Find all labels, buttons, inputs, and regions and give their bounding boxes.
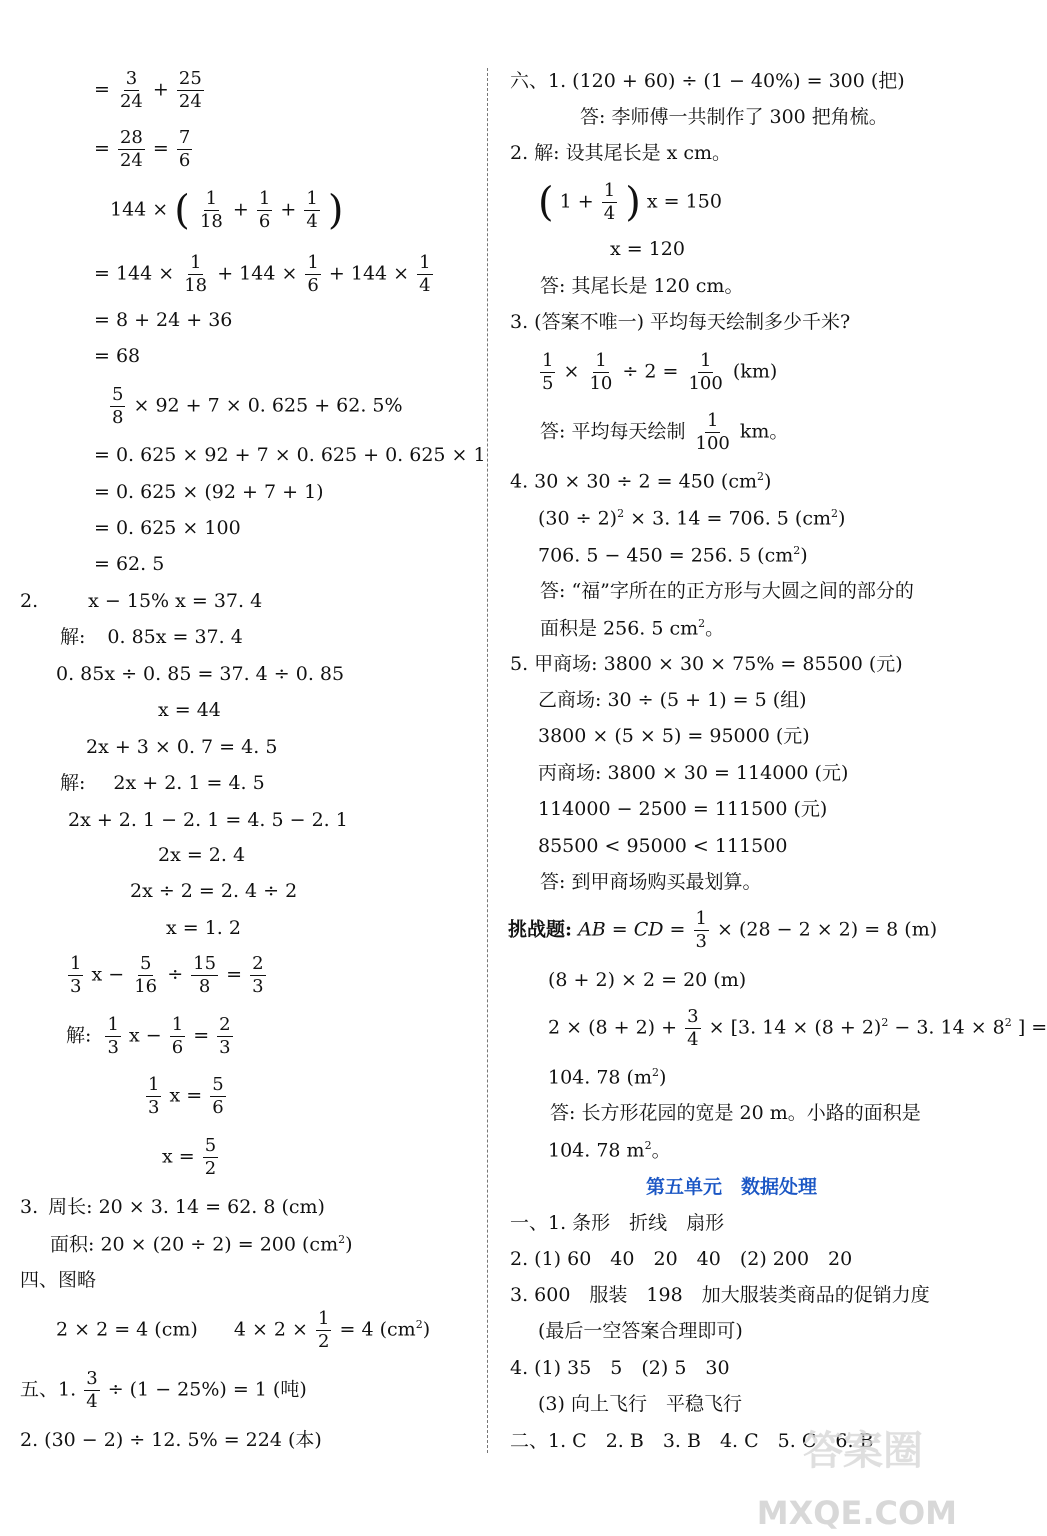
eq-line: 3800 × (5 × 5) = 95000 (元) bbox=[538, 725, 810, 747]
eq-line: 85500 < 95000 < 111500 bbox=[538, 835, 788, 857]
question-3: 3. 600 服装 198 加大服装类商品的促销力度 bbox=[510, 1284, 930, 1306]
watermark-url: MXQE.COM bbox=[756, 1494, 957, 1532]
eq-line: = 68 bbox=[94, 345, 141, 367]
question-2: 2. (1) 60 40 20 40 (2) 200 20 bbox=[510, 1248, 853, 1270]
eq-line: 2x + 3 × 0. 7 = 4. 5 bbox=[86, 736, 278, 758]
answer-line: 104. 78 $m^2$。 bbox=[548, 1139, 671, 1162]
question-2: 2. x − 15% x = 37. 4 bbox=[20, 590, 263, 612]
eq-line: x = 44 bbox=[158, 699, 221, 721]
answer-line: 答: 到甲商场购买最划算。 bbox=[540, 871, 762, 893]
eq-line: 2x + 2. 1 − 2. 1 = 4. 5 − 2. 1 bbox=[68, 809, 348, 831]
eq-line: 144 × ( $\frac{1}{18}$ + $\frac{1}{6}$ + $\frac{1}{4}$ ) bbox=[110, 187, 344, 234]
eq-line: x = 120 bbox=[610, 238, 685, 260]
answer-line: 答: 李师傅一共制作了 300 把角梳。 bbox=[580, 106, 888, 128]
answer-line: 答: 长方形花园的宽是 20 m。小路的面积是 bbox=[550, 1102, 921, 1124]
eq-line: 解: $\frac{1}{3}$ x − $\frac{1}{6}$ = $\frac{2}{3}$ bbox=[66, 1014, 231, 1058]
eq-line: = 144 × $\frac{1}{18}$ + 144 × $\frac{1}{6}$ + 144 × $\frac{1}{4}$ bbox=[94, 252, 431, 296]
eq-line: $\frac{1}{3}$ x − $\frac{5}{16}$ ÷ $\frac{15}{8}$ = $\frac{2}{3}$ bbox=[70, 953, 264, 997]
question-6-3: 3. (答案不唯一) 平均每天绘制多少千米? bbox=[510, 311, 851, 333]
eq-line: = 0. 625 × (92 + 7 + 1) bbox=[94, 481, 324, 503]
eq-line: $\frac{5}{8}$ × 92 + 7 × 0. 625 + 62. 5% bbox=[112, 384, 403, 428]
question-3: 3. 周长: 20 × 3. 14 = 62. 8 (cm) bbox=[20, 1196, 325, 1218]
eq-line: = $\frac{28}{24}$ = $\frac{7}{6}$ bbox=[94, 127, 191, 171]
eq-line: 解: 0. 85x = 37. 4 bbox=[60, 626, 243, 648]
answer-line: 答: 其尾长是 120 cm。 bbox=[540, 275, 744, 297]
eq-line: x = 1. 2 bbox=[166, 917, 241, 939]
eq-line: $(30 \div 2)^2 \times 3$. 14 = 706. 5 $(cm^2)$ bbox=[538, 507, 846, 530]
eq-line: 2 × 2 = 4 (cm) 4 × 2 × $\frac{1}{2}$ = 4 $(cm^2)$ bbox=[56, 1308, 431, 1352]
eq-line: 2 × (8 + 2) + $\frac{3}{4}$ × [3. $14 \times (8 + 2)^2 - 3$. $14 \times 8^2$ ] = bbox=[548, 1006, 1047, 1050]
eq-line: x = $\frac{5}{2}$ bbox=[162, 1135, 217, 1179]
section-2-answers: 二、1. C 2. B 3. B 4. C 5. C 6. B bbox=[510, 1430, 874, 1452]
question-6-5: 5. 甲商场: 3800 × 30 × 75% = 85500 (元) bbox=[510, 653, 903, 675]
eq-line: 解: 2x + 2. 1 = 4. 5 bbox=[60, 772, 265, 794]
question-4: 四、图略 bbox=[20, 1269, 97, 1291]
unit-heading: 第五单元 数据处理 bbox=[646, 1176, 818, 1198]
eq-line: = 62. 5 bbox=[94, 553, 165, 575]
eq-line: 乙商场: 30 ÷ (5 + 1) = 5 (组) bbox=[538, 689, 807, 711]
eq-line: 706. 5 − 450 = 256. 5 $(cm^2)$ bbox=[538, 544, 808, 567]
eq-line: 2. (30 − 2) ÷ 12. 5% = 224 (本) bbox=[20, 1429, 322, 1451]
eq-line: = 0. 625 × 92 + 7 × 0. 625 + 0. 625 × 1 bbox=[94, 444, 486, 466]
question-6-2: 2. 解: 设其尾长是 x cm。 bbox=[510, 142, 732, 164]
eq-line: 104. 78 $(m^2)$ bbox=[548, 1066, 667, 1089]
eq-line: 2x ÷ 2 = 2. 4 ÷ 2 bbox=[130, 880, 298, 902]
column-divider bbox=[487, 68, 488, 1453]
answer-line: 答: “福”字所在的正方形与大圆之间的部分的 bbox=[540, 580, 914, 602]
eq-line: 2x = 2. 4 bbox=[158, 844, 246, 866]
question-6-1: 六、1. (120 + 60) ÷ (1 − 40%) = 300 (把) bbox=[510, 70, 905, 92]
eq-line: 丙商场: 3800 × 30 = 114000 (元) bbox=[538, 762, 849, 784]
question-6-4: 4. 30 × 30 ÷ 2 = 450 $(cm^2)$ bbox=[510, 470, 772, 493]
watermark-logo: 答案圈 bbox=[803, 1428, 923, 1474]
eq-line: $\frac{1}{5}$ × $\frac{1}{10}$ ÷ 2 = $\frac{1}{100}$ (km) bbox=[542, 350, 778, 394]
question-5: 五、1. $\frac{3}{4}$ ÷ (1 − 25%) = 1 (吨) bbox=[20, 1368, 307, 1412]
eq-line: 114000 − 2500 = 111500 (元) bbox=[538, 798, 828, 820]
note-line: (最后一空答案合理即可) bbox=[538, 1320, 743, 1342]
question-4: 4. (1) 35 5 (2) 5 30 bbox=[510, 1357, 730, 1379]
eq-line: (8 + 2) × 2 = 20 (m) bbox=[548, 969, 747, 991]
answer-line: 答: 平均每天绘制 $\frac{1}{100}$ km。 bbox=[540, 410, 789, 454]
answer-line: 面积是 256. 5 $cm^2$。 bbox=[540, 617, 725, 640]
question-1: 一、1. 条形 折线 扇形 bbox=[510, 1212, 725, 1234]
challenge-question: 挑战题: AB = CD = $\frac{1}{3}$ × (28 − 2 × 2) = 8 (m) bbox=[508, 908, 938, 952]
eq-line: 0. 85x ÷ 0. 85 = 37. 4 ÷ 0. 85 bbox=[56, 663, 345, 685]
eq-line: = 8 + 24 + 36 bbox=[94, 309, 233, 331]
eq-line: = $\frac{3}{24}$ + $\frac{25}{24}$ bbox=[94, 68, 202, 112]
eq-line: ( 1 + $\frac{1}{4}$ ) x = 150 bbox=[538, 179, 722, 226]
eq-line: = 0. 625 × 100 bbox=[94, 517, 241, 539]
answer-line: (3) 向上飞行 平稳飞行 bbox=[538, 1393, 742, 1415]
eq-line: $\frac{1}{3}$ x = $\frac{5}{6}$ bbox=[148, 1074, 224, 1118]
eq-line: 面积: 20 × (20 ÷ 2) = 200 $(cm^2)$ bbox=[50, 1233, 353, 1256]
